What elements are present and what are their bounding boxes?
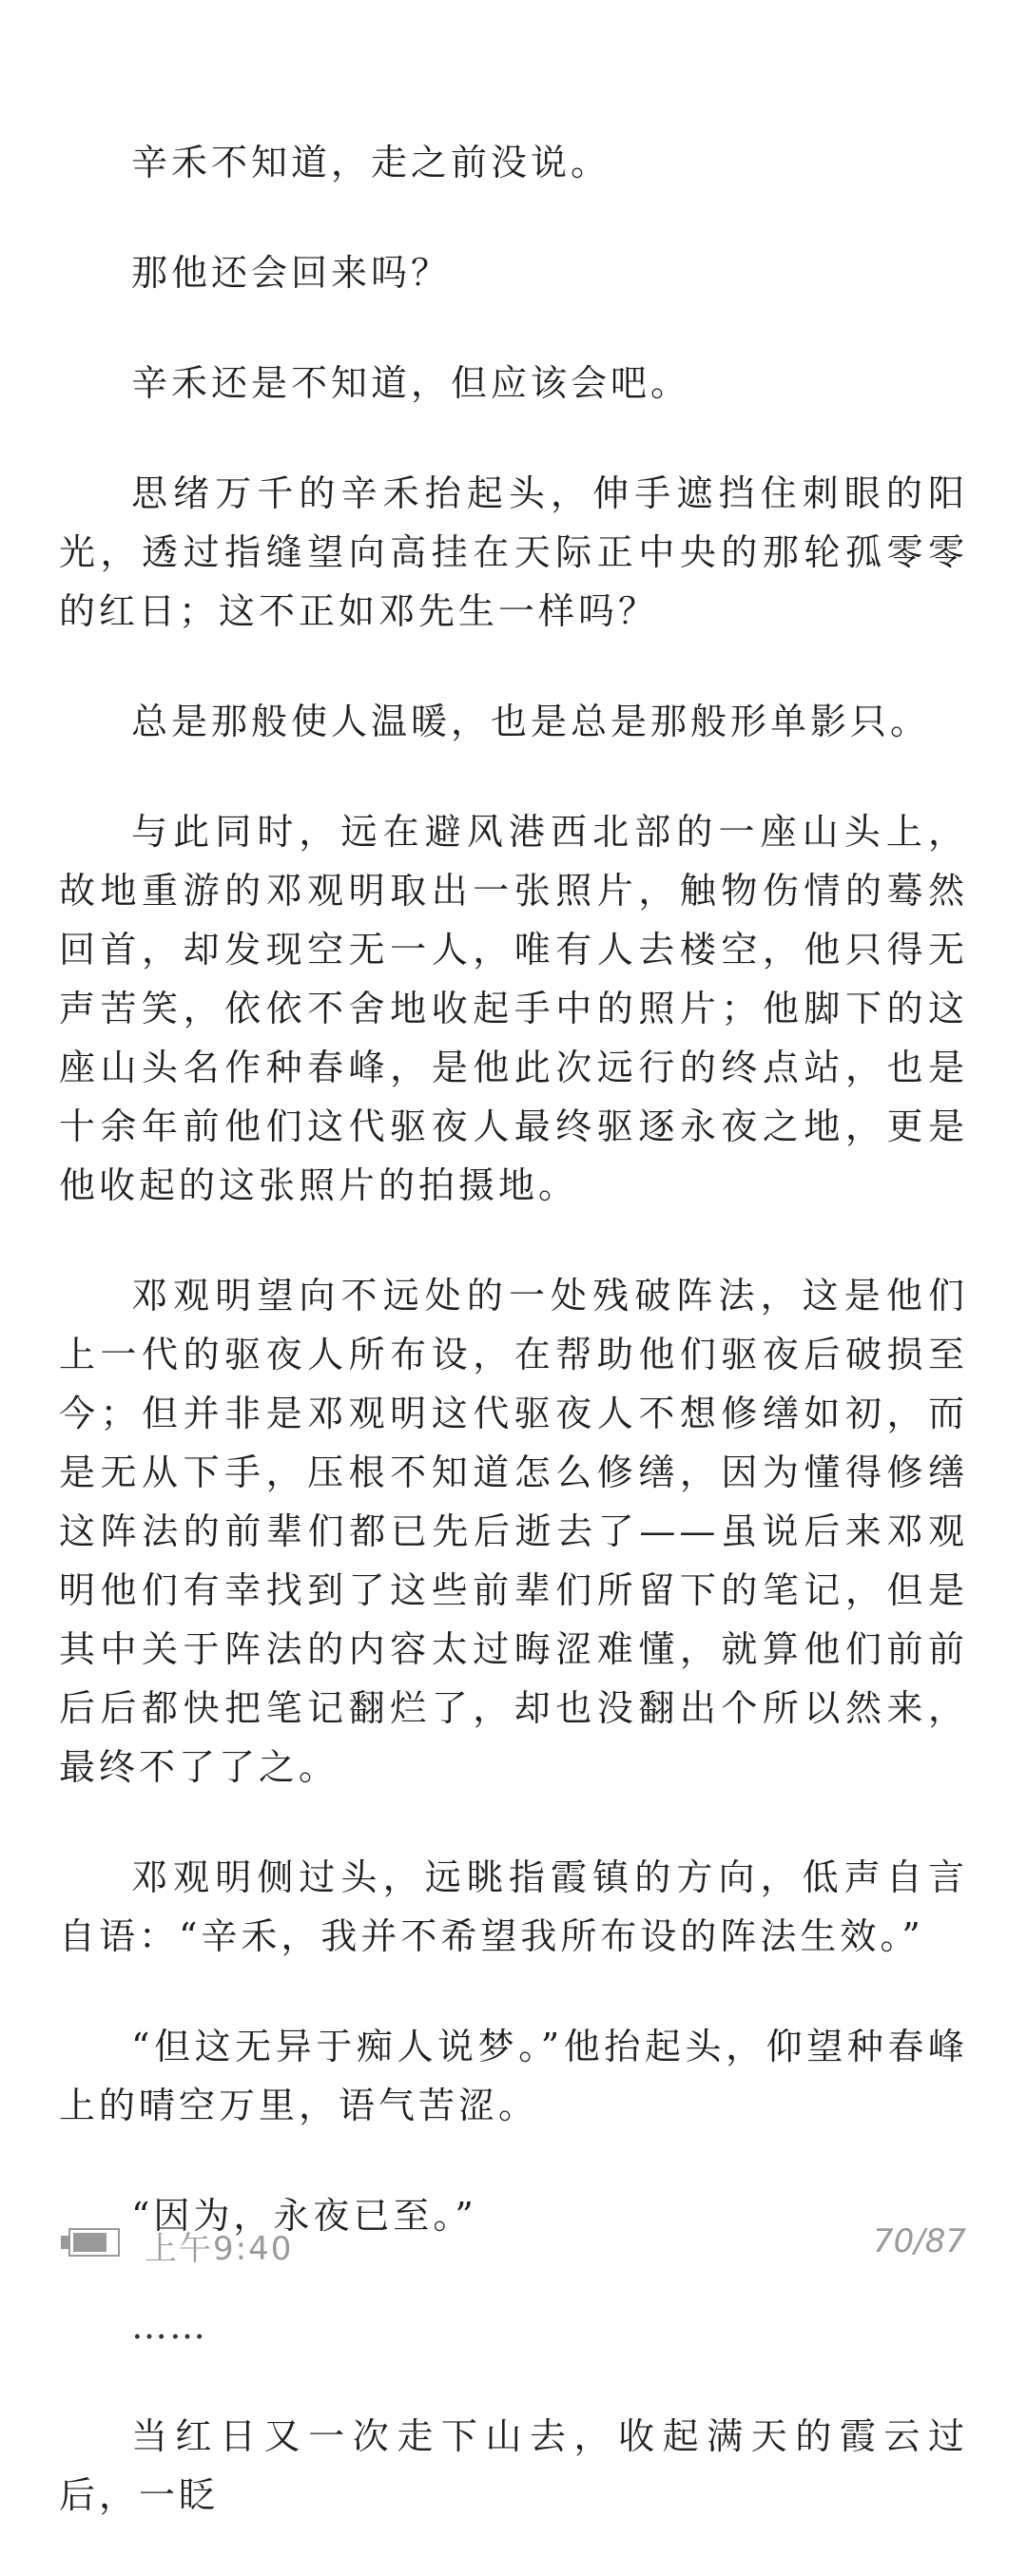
paragraph: 那他还会回来吗？ [131,252,452,294]
paragraph: 总是那般使人温暖，也是总是那般形单影只。 [131,701,931,742]
paragraph: 当红日又一次走下山去，收起满天的霞云过后，一眨 [59,2415,968,2516]
battery-icon [61,2228,124,2259]
battery-body [68,2228,120,2257]
battery-level [73,2233,107,2252]
paragraph: “但这无异于痴人说梦。”他抬起头，仰望种春峰上的晴空万里，语气苦涩。 [59,2026,968,2126]
paragraph: 邓观明侧过头，远眺指霞镇的方向，低声自言自语：“辛禾，我并不希望我所布设的阵法生效。” [59,1856,968,1957]
paragraph: 辛禾还是不知道，但应该会吧。 [131,362,691,404]
reader-status-bar [0,2205,1027,2281]
battery-tip [61,2236,68,2249]
paragraph: 与此同时，远在避风港西北部的一座山头上，故地重游的邓观明取出一张照片，触物伤情的蓦然回首，却发现空无一人，唯有人去楼空，他只得无声苦笑，依依不舍地收起手中的照片；他脚下的这座山头名作种春峰，是他此次远行的终点站，也是十余年前他们这代驱夜人最终驱逐永夜之地，更是他收起的这张照片的拍摄地。 [59,811,968,1206]
paragraph: 辛禾不知道，走之前没说。 [131,142,611,183]
paragraph: 邓观明望向不远处的一处残破阵法，这是他们上一代的驱夜人所布设，在帮助他们驱夜后破损至今；但并非是邓观明这代驱夜人不想修缮如初，而是无从下手，压根不知道怎么修缮，因为懂得修缮这阵法的前辈们都已先后逝去了——虽说后来邓观明他们有幸找到了这些前辈们所留下的笔记，但是其中关于阵法的内容太过晦涩难懂，就算他们前前后后都快把笔记翻烂了，却也没翻出个所以然来，最终不了了之。 [59,1275,968,1788]
paragraph: 思绪万千的辛禾抬起头，伸手遮挡住刺眼的阳光，透过指缝望向高挂在天际正中央的那轮孤零零的红日；这不正如邓先生一样吗？ [59,472,968,632]
paragraph: “因为，永夜已至。” [131,2195,477,2237]
clock-time: 上午9:40 [145,2230,294,2268]
page-number: 70/87 [873,2222,966,2260]
section-break: …… [131,2305,207,2347]
